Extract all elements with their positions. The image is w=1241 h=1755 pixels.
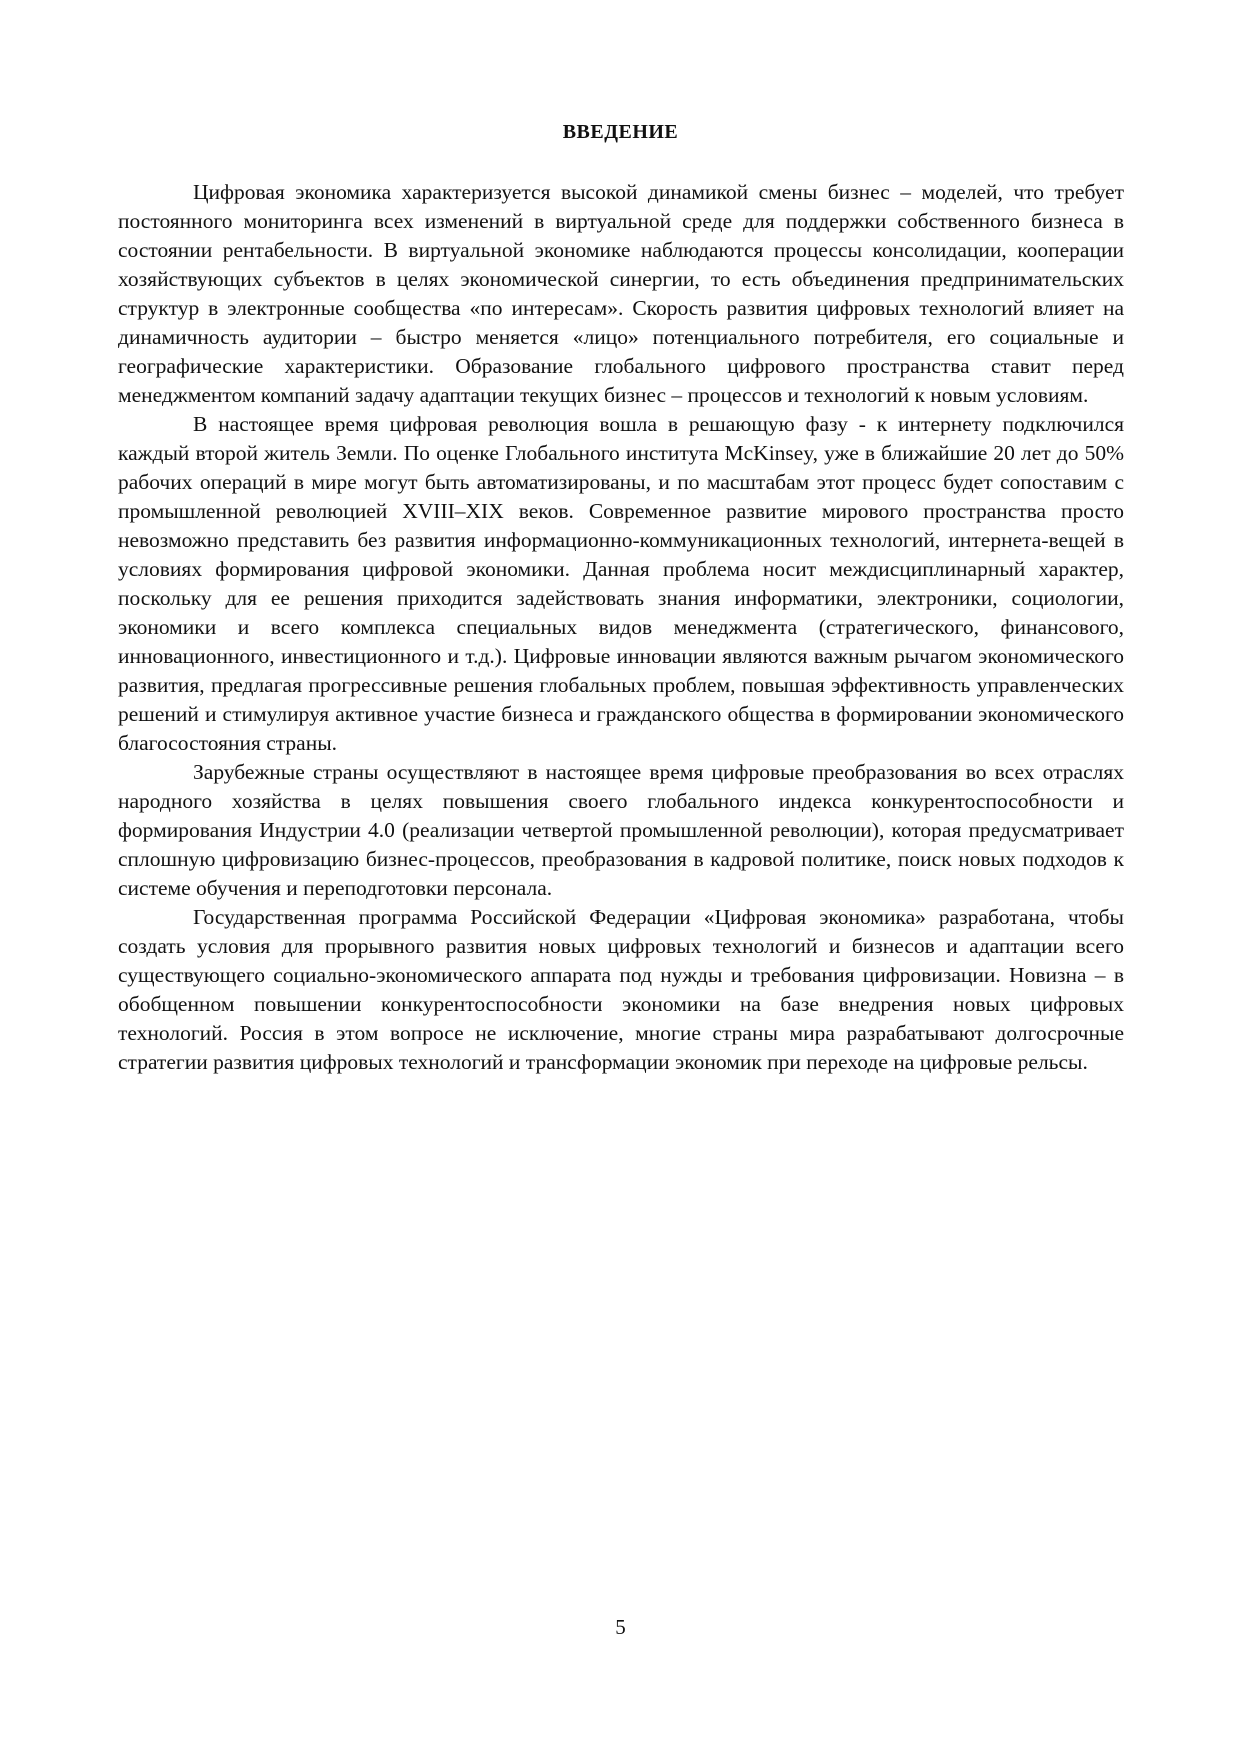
paragraph-1: Цифровая экономика характеризуется высокой динамикой смены бизнес – моделей, что требует постоянного мониторинга всех изменений в виртуальной среде для поддержки собственного бизнеса в состоянии рентабельности. В виртуальной экономике наблюдаются процессы консолидации, кооперации хозяйствующих субъектов в целях экономической синергии, то есть объединения предпринимательских структур в электронные сообщества «по интересам». Скорость развития цифровых технологий влияет на динамичность аудитории – быстро меняется «лицо» потенциального потребителя, его социальные и географические характеристики. Образование глобального цифрового пространства ставит перед менеджментом компаний задачу адаптации текущих бизнес – процессов и технологий к новым условиям.	[118, 180, 1124, 407]
paragraph-2: В настоящее время цифровая революция вошла в решающую фазу - к интернету подключился каждый второй житель Земли. По оценке Глобального института McKinsey, уже в ближайшие 20 лет до 50% рабочих операций в мире могут быть автоматизированы, и по масштабам этот процесс будет сопоставим с промышленной революцией XVIII–XIX веков. Современное развитие мирового пространства просто невозможно представить без развития информационно-коммуникационных технологий, интернета-вещей в условиях формирования цифровой экономики. Данная проблема носит междисциплинарный характер, поскольку для ее решения приходится задействовать знания информатики, электроники, социологии, экономики и всего комплекса специальных видов менеджмента (стратегического, финансового, инновационного, инвестиционного и т.д.). Цифровые инновации являются важным рычагом экономического развития, предлагая прогрессивные решения глобальных проблем, повышая эффективность управленческих решений и стимулируя активное участие бизнеса и гражданского общества в формировании экономического благосостояния страны.	[118, 412, 1124, 755]
page-number: 5	[615, 1615, 626, 1639]
paragraph-4: Государственная программа Российской Федерации «Цифровая экономика» разработана, чтобы создать условия для прорывного развития новых цифровых технологий и бизнесов и адаптации всего существующего социально-экономического аппарата под нужды и требования цифровизации. Новизна – в обобщенном повышении конкурентоспособности экономики на базе внедрения новых цифровых технологий. Россия в этом вопросе не исключение, многие страны мира разрабатывают долгосрочные стратегии развития цифровых технологий и трансформации экономик при переходе на цифровые рельсы.	[118, 905, 1124, 1074]
paragraph-3: Зарубежные страны осуществляют в настоящее время цифровые преобразования во всех отраслях народного хозяйства в целях повышения своего глобального индекса конкурентоспособности и формирования Индустрии 4.0 (реализации четвертой промышленной революции), которая предусматривает сплошную цифровизацию бизнес-процессов, преобразования в кадровой политике, поиск новых подходов к системе обучения и переподготовки персонала.	[118, 760, 1124, 900]
body-text	[118, 178, 1124, 1077]
page-title: ВВЕДЕНИЕ	[562, 121, 679, 143]
